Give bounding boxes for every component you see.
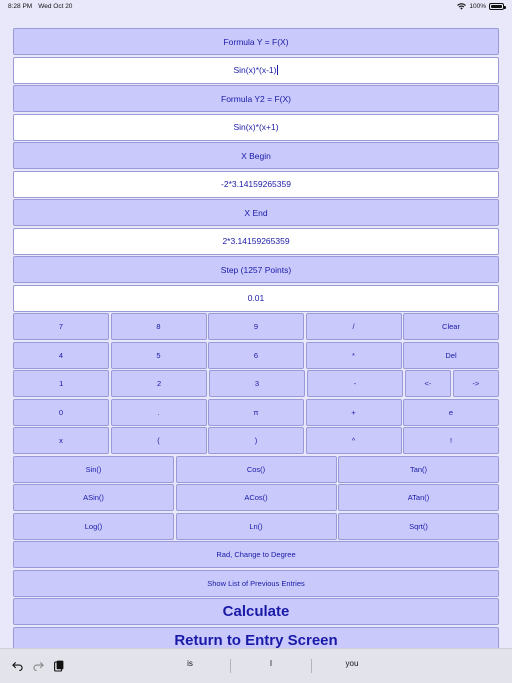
- key-2[interactable]: 2: [111, 370, 207, 397]
- keypad: [13, 313, 499, 655]
- key-1[interactable]: 1: [13, 370, 109, 397]
- suggestion-item[interactable]: you: [345, 659, 359, 668]
- key-delete[interactable]: Del: [403, 342, 499, 369]
- key-7[interactable]: 7: [13, 313, 109, 340]
- battery-percent: 100%: [469, 3, 486, 10]
- suggestion-list: [150, 659, 512, 673]
- cursor-keys: [405, 370, 499, 397]
- key-open-paren[interactable]: (: [111, 427, 207, 454]
- key-6[interactable]: 6: [208, 342, 304, 369]
- formula-y2-value: Sin(x)*(x+1): [233, 122, 279, 132]
- key-atan[interactable]: ATan(): [338, 484, 499, 511]
- key-close-paren[interactable]: ): [208, 427, 304, 454]
- key-pi[interactable]: π: [208, 399, 304, 426]
- key-sin[interactable]: Sin(): [13, 456, 174, 483]
- key-cos[interactable]: Cos(): [176, 456, 337, 483]
- angle-mode-button[interactable]: Rad, Change to Degree: [13, 541, 499, 568]
- key-sqrt[interactable]: Sqrt(): [338, 513, 499, 540]
- show-history-button[interactable]: Show List of Previous Entries: [13, 570, 499, 597]
- key-minus[interactable]: -: [307, 370, 403, 397]
- formula-y2-label: Formula Y2 = F(X): [13, 85, 499, 112]
- key-8[interactable]: 8: [111, 313, 207, 340]
- status-date: Wed Oct 20: [38, 3, 73, 10]
- step-input[interactable]: [13, 285, 499, 312]
- key-plus[interactable]: +: [306, 399, 402, 426]
- key-e[interactable]: e: [403, 399, 499, 426]
- key-3[interactable]: 3: [209, 370, 305, 397]
- key-5[interactable]: 5: [111, 342, 207, 369]
- key-divide[interactable]: /: [306, 313, 402, 340]
- key-acos[interactable]: ACos(): [176, 484, 337, 511]
- x-begin-value: -2*3.14159265359: [221, 179, 291, 189]
- key-clear[interactable]: Clear: [403, 313, 499, 340]
- key-log[interactable]: Log(): [13, 513, 174, 540]
- wifi-icon: [457, 3, 466, 10]
- step-label: Step (1257 Points): [13, 256, 499, 283]
- x-end-input[interactable]: [13, 228, 499, 255]
- key-power[interactable]: ^: [306, 427, 402, 454]
- key-decimal[interactable]: .: [111, 399, 207, 426]
- redo-icon[interactable]: [33, 661, 44, 671]
- key-tan[interactable]: Tan(): [338, 456, 499, 483]
- formula-y2-input[interactable]: [13, 114, 499, 141]
- x-end-label: X End: [13, 199, 499, 226]
- keyboard-suggestion-bar: [0, 648, 512, 683]
- calculate-button[interactable]: Calculate: [13, 598, 499, 625]
- key-asin[interactable]: ASin(): [13, 484, 174, 511]
- suggestion-item[interactable]: I: [269, 659, 273, 668]
- key-0[interactable]: 0: [13, 399, 109, 426]
- step-value: 0.01: [247, 293, 265, 303]
- key-ln[interactable]: Ln(): [176, 513, 337, 540]
- x-end-value: 2*3.14159265359: [222, 236, 290, 246]
- x-begin-input[interactable]: [13, 171, 499, 198]
- key-cursor-left[interactable]: <-: [405, 370, 451, 397]
- suggestion-item[interactable]: is: [187, 659, 193, 668]
- key-x[interactable]: x: [13, 427, 109, 454]
- return-button[interactable]: Return to Entry Screen: [13, 627, 499, 654]
- formula-y-input[interactable]: [13, 57, 499, 84]
- key-factorial[interactable]: !: [403, 427, 499, 454]
- key-9[interactable]: 9: [208, 313, 304, 340]
- formula-y-value: Sin(x)*(x-1): [233, 65, 277, 75]
- key-multiply[interactable]: *: [306, 342, 402, 369]
- key-4[interactable]: 4: [13, 342, 109, 369]
- status-time: 8:28 PM: [8, 3, 33, 10]
- key-cursor-right[interactable]: ->: [453, 370, 499, 397]
- formula-form: [13, 28, 499, 313]
- text-caret: [277, 65, 278, 75]
- formula-y-label: Formula Y = F(X): [13, 28, 499, 55]
- battery-icon: [489, 3, 504, 10]
- undo-icon[interactable]: [12, 661, 23, 671]
- status-bar: [0, 0, 512, 13]
- paste-icon[interactable]: [54, 660, 64, 672]
- x-begin-label: X Begin: [13, 142, 499, 169]
